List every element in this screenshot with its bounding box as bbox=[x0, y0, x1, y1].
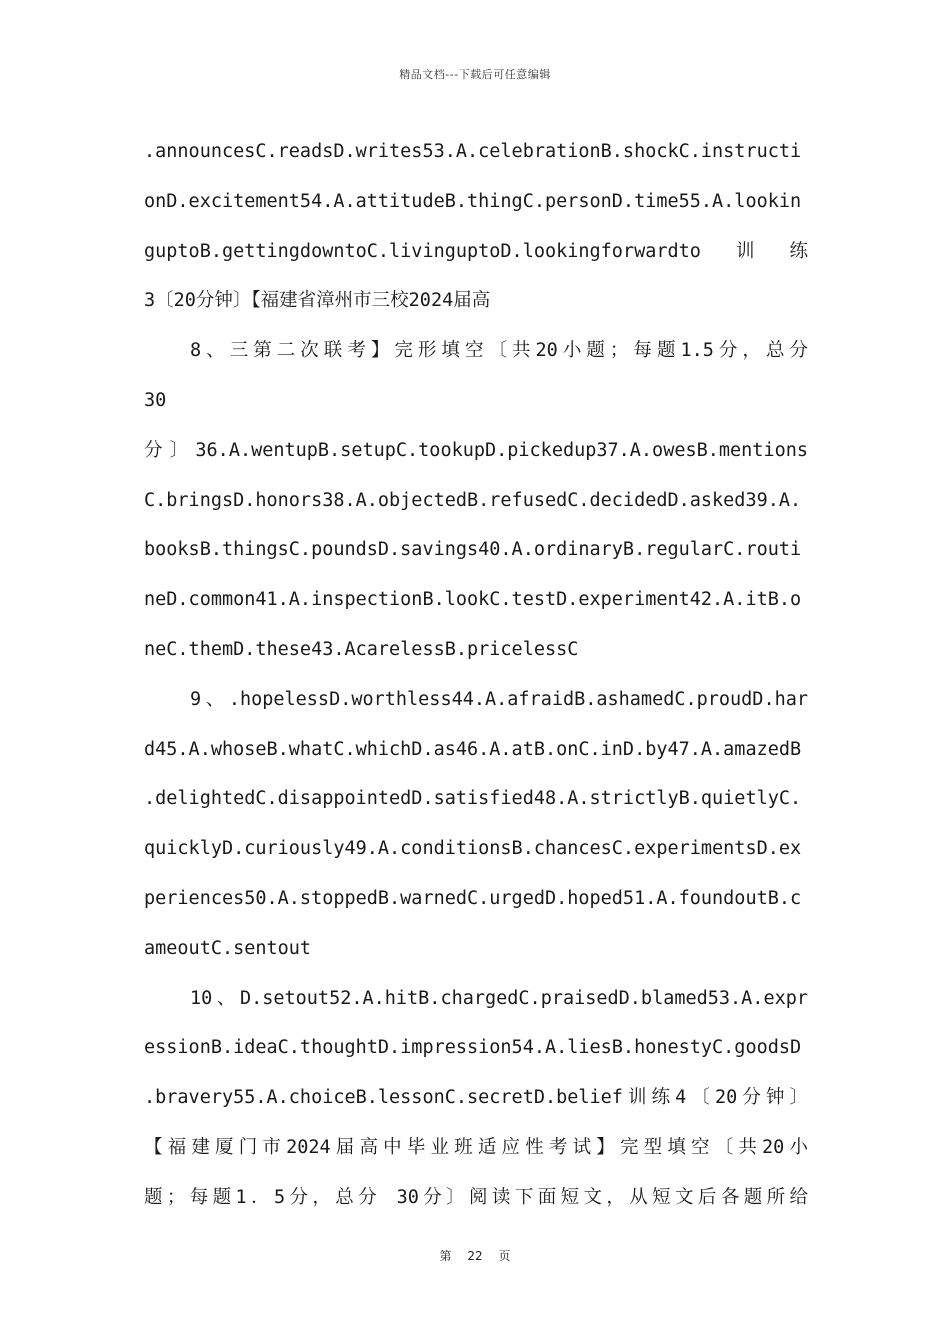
text-line-6: 30 bbox=[144, 389, 167, 411]
text-line-5: 8、三第二次联考】完形填空〔共20小题；每题1.5分，总分 bbox=[190, 340, 808, 362]
text-line-3: guptoB.gettingdowntoC.livinguptoD.lookingforwardto 训 练 bbox=[144, 240, 808, 262]
page-label-prefix: 第 bbox=[439, 1249, 452, 1263]
text-line-15: quicklyD.curiously49.A.conditionsB.chancesC.experimentsD.ex bbox=[144, 838, 802, 860]
text-line-14: .delightedC.disappointedD.satisfied48.A.strictlyB.quietlyC. bbox=[144, 788, 802, 810]
text-line-8: C.bringsD.honors38.A.objectedB.refusedC.decidedD.asked39.A. bbox=[144, 489, 802, 511]
page-footer bbox=[0, 1247, 950, 1264]
page-label-suffix: 页 bbox=[498, 1249, 511, 1263]
text-line-17: ameoutC.sentout bbox=[144, 937, 312, 959]
page-header: 精品文档---下载后可任意编辑 bbox=[399, 68, 551, 81]
text-line-1: .announcesC.readsD.writes53.A.celebrationB.shockC.instructi bbox=[144, 141, 802, 162]
text-line-21: 【福建厦门市2024届高中毕业班适应性考试】完型填空〔共20小 bbox=[144, 1136, 808, 1158]
text-line-16: periences50.A.stoppedB.warnedC.urgedD.hoped51.A.foundoutB.c bbox=[144, 887, 802, 909]
document-body bbox=[144, 136, 808, 1232]
text-line-18: 10、D.setout52.A.hitB.chargedC.praisedD.blamed53.A.expr bbox=[190, 987, 808, 1009]
page-number: 22 bbox=[467, 1249, 483, 1263]
text-line-4: 3〔20分钟〕【福建省漳州市三校2024届高 bbox=[144, 290, 491, 312]
text-line-9: booksB.thingsC.poundsD.savings40.A.ordinaryB.regularC.routi bbox=[144, 539, 802, 561]
text-line-10: neD.common41.A.inspectionB.lookC.testD.experiment42.A.itB.o bbox=[144, 589, 802, 611]
text-line-20: .bravery55.A.choiceB.lessonC.secretD.belief训练4〔20分钟〕 bbox=[144, 1087, 808, 1109]
text-line-11: neC.themD.these43.AcarelessB.pricelessC bbox=[144, 638, 579, 660]
text-line-13: d45.A.whoseB.whatC.whichD.as46.A.atB.onC.inD.by47.A.amazedB bbox=[144, 738, 802, 760]
text-line-19: essionB.ideaC.thoughtD.impression54.A.liesB.honestyC.goodsD bbox=[144, 1037, 802, 1059]
text-line-2: onD.excitement54.A.attitudeB.thingC.personD.time55.A.lookin bbox=[144, 190, 802, 212]
text-line-22: 题；每题1．5分，总分 30分〕阅读下面短文，从短文后各题所给 bbox=[144, 1186, 808, 1208]
text-line-7: 分〕36.A.wentupB.setupC.tookupD.pickedup37.A.owesB.mentions bbox=[144, 439, 808, 461]
text-line-12: 9、.hopelessD.worthless44.A.afraidB.ashamedC.proudD.har bbox=[190, 688, 808, 710]
